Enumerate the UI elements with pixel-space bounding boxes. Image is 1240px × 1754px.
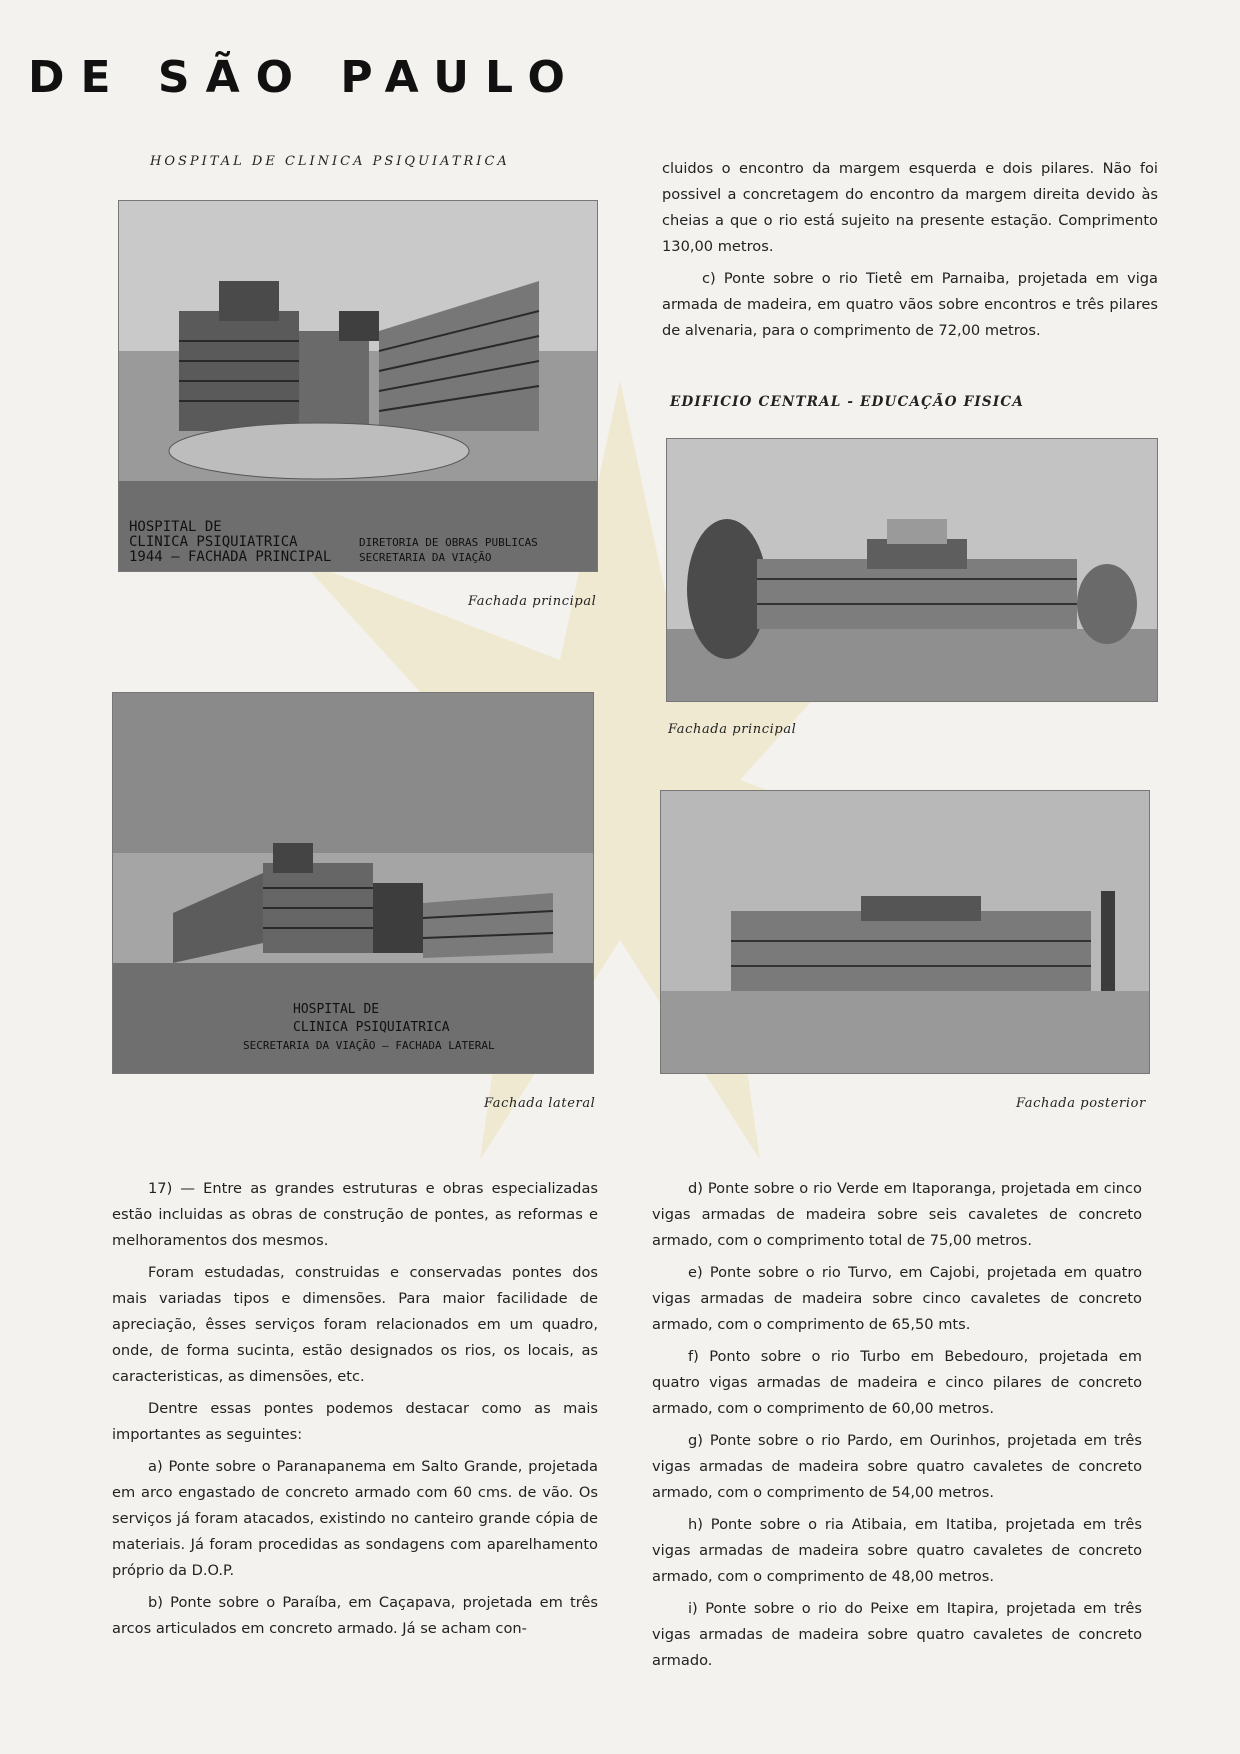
right-paragraph-h: h) Ponte sobre o ria Atibaia, em Itatiba, projetada em três vigas armadas de madeira sobre quatro cavaletes de concreto armado, com o comprimento de 48,00 metros. — [652, 1516, 1142, 1585]
left-text-column — [112, 1176, 598, 1648]
hospital-front-label-right1: DIRETORIA DE OBRAS PUBLICAS — [359, 536, 538, 549]
right-paragraph-g: g) Ponte sobre o rio Pardo, em Ourinhos, projetada em três vigas armadas de madeira sobre quatro cavaletes de concreto armado, com o comprimento de 54,00 metros. — [652, 1432, 1142, 1501]
left-paragraph-5: b) Ponte sobre o Paraíba, em Caçapava, projetada em três arcos articulados em concreto armado. Já se acham con- — [112, 1594, 598, 1637]
hospital-side-drawing — [112, 692, 594, 1074]
top-right-text-column — [662, 156, 1158, 350]
masthead-title: DE SÃO PAULO — [28, 52, 581, 103]
edificio-rear-drawing — [660, 790, 1150, 1074]
edificio-heading: EDIFICIO CENTRAL - EDUCAÇÃO FISICA — [670, 394, 1024, 410]
right-paragraph-d: d) Ponte sobre o rio Verde em Itaporanga, projetada em cinco vigas armadas de madeira sobre seis cavaletes de concreto armado, com o comprimento total de 75,00 metros. — [652, 1180, 1142, 1249]
hospital-side-caption: Fachada lateral — [484, 1096, 596, 1111]
left-paragraph-4: a) Ponte sobre o Paranapanema em Salto Grande, projetada em arco engastado de concreto armado com 60 cms. de vão. Os serviços já foram atacados, existindo no canteiro grande cópia de materiais. Já foram procedidas as sondagens com aparelhamento próprio da D.O.P. — [112, 1458, 598, 1579]
hospital-side-label-line2: CLINICA PSIQUIATRICA — [293, 1020, 450, 1035]
left-paragraph-1: 17) — Entre as grandes estruturas e obras especializadas estão incluidas as obras de construção de pontes, as reformas e melhoramentos dos mesmos. — [112, 1180, 598, 1249]
hospital-front-drawing — [118, 200, 598, 572]
hospital-heading: HOSPITAL DE CLINICA PSIQUIATRICA — [150, 154, 510, 169]
hospital-front-label-right2: SECRETARIA DA VIAÇÃO — [359, 551, 492, 564]
edificio-front-caption: Fachada principal — [668, 722, 797, 737]
hospital-side-label-line3: SECRETARIA DA VIAÇÃO — FACHADA LATERAL — [243, 1039, 495, 1052]
hospital-side-label-line1: HOSPITAL DE — [293, 1002, 380, 1017]
hospital-front-label-line2: CLINICA PSIQUIATRICA — [129, 534, 298, 550]
hospital-front-label-line3: 1944 — FACHADA PRINCIPAL — [129, 549, 332, 565]
edificio-front-drawing — [666, 438, 1158, 702]
hospital-front-caption: Fachada principal — [468, 594, 597, 609]
top-right-paragraph-2: c) Ponte sobre o rio Tietê em Parnaiba, projetada em viga armada de madeira, em quatro vãos sobre encontros e três pilares de alvenaria, para o comprimento de 72,00 metros. — [662, 270, 1158, 339]
edificio-rear-caption: Fachada posterior — [1016, 1096, 1146, 1111]
left-paragraph-3: Dentre essas pontes podemos destacar como as mais importantes as seguintes: — [112, 1400, 598, 1443]
left-paragraph-2: Foram estudadas, construidas e conservadas pontes dos mais variadas tipos e dimensões. Para maior facilidade de apreciação, êsses serviços foram relacionados em um quadro, onde, de forma sucinta, estão designados os rios, os locais, as caracteristicas, as dimensões, etc. — [112, 1264, 598, 1385]
right-paragraph-f: f) Ponto sobre o rio Turbo em Bebedouro, projetada em quatro vigas armadas de madeira e cinco pilares de concreto armado, com o comprimento de 60,00 metros. — [652, 1348, 1142, 1417]
right-paragraph-e: e) Ponte sobre o rio Turvo, em Cajobi, projetada em quatro vigas armadas de madeira sobre cinco cavaletes de concreto armado, com o comprimento de 65,50 mts. — [652, 1264, 1142, 1333]
right-paragraph-i: i) Ponte sobre o rio do Peixe em Itapira, projetada em três vigas armadas de madeira sobre quatro cavaletes de concreto armado. — [652, 1600, 1142, 1669]
right-text-column — [652, 1176, 1142, 1680]
hospital-front-label-line1: HOSPITAL DE — [129, 519, 222, 535]
top-right-paragraph-1: cluidos o encontro da margem esquerda e dois pilares. Não foi possivel a concretagem do encontro da margem direita devido às cheias a que o rio está sujeito na presente estação. Comprimento 130,00 metros. — [662, 160, 1158, 255]
